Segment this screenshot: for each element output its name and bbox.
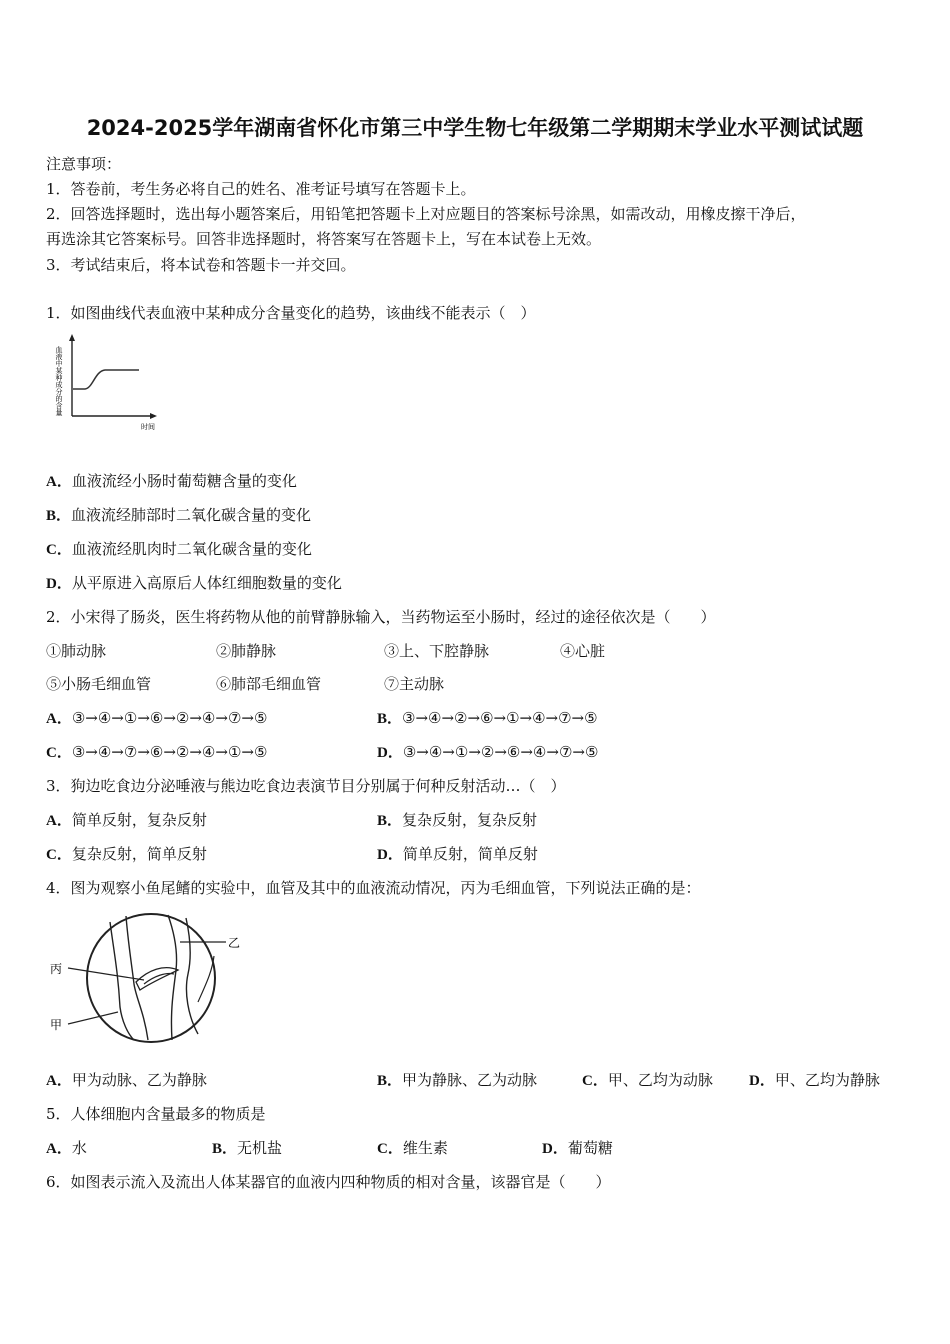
option-text: ③→④→⑦→⑥→②→④→①→⑤	[71, 743, 268, 761]
q4-option-c	[582, 1069, 713, 1090]
q4-option-d	[749, 1069, 880, 1090]
option-letter: B．	[377, 711, 403, 727]
q4-label-yi: 乙	[228, 936, 241, 950]
option-text: 葡萄糖	[567, 1139, 613, 1157]
q2-item: ②肺静脉	[216, 642, 277, 660]
q1-y-label: 血液中某种成分的含量	[55, 346, 63, 416]
q1-x-label: 时间	[141, 423, 155, 431]
option-text: 甲为静脉、乙为动脉	[402, 1071, 538, 1089]
notice-heading: 注意事项：	[46, 155, 122, 173]
q2-item: ⑥肺部毛细血管	[216, 675, 322, 693]
notice-item: 再选涂其它答案标号。回答非选择题时，将答案写在答题卡上，写在本试卷上无效。	[46, 230, 602, 248]
question-4-stem: 4．图为观察小鱼尾鳍的实验中，血管及其中的血液流动情况，丙为毛细血管，下列说法正确的是：	[46, 879, 701, 897]
q1-x-arrow	[150, 413, 157, 419]
q4-capillary	[136, 968, 178, 990]
q4-label-jia: 甲	[50, 1018, 63, 1032]
q5-option-c	[377, 1137, 448, 1158]
option-text: 血液流经小肠时葡萄糖含量的变化	[71, 472, 297, 490]
option-text: ③→④→①→②→⑥→④→⑦→⑤	[402, 743, 599, 761]
q1-option-a	[46, 470, 297, 491]
option-text: ③→④→②→⑥→①→④→⑦→⑤	[402, 709, 598, 727]
option-text: 复杂反射，简单反射	[71, 845, 207, 863]
option-letter: B．	[46, 508, 72, 524]
q1-option-b	[46, 504, 311, 525]
option-letter: B．	[212, 1141, 238, 1157]
q1-option-d	[46, 572, 342, 593]
option-text: 血液流经肌肉时二氧化碳含量的变化	[71, 540, 312, 558]
option-text: 甲、乙均为动脉	[607, 1071, 713, 1089]
q2-item: ①肺动脉	[46, 642, 107, 660]
q1-curve-figure	[55, 334, 170, 434]
option-letter: C．	[582, 1073, 608, 1089]
page-title: 2024-2025学年湖南省怀化市第三中学生物七年级第二学期期末学业水平测试试题	[86, 116, 864, 140]
q1-option-c	[46, 538, 312, 559]
option-letter: C．	[46, 542, 72, 558]
q4-option-a	[46, 1069, 207, 1090]
q4-vessel	[186, 918, 198, 1034]
question-5-stem: 5．人体细胞内含量最多的物质是	[46, 1105, 266, 1123]
q4-vessel	[198, 956, 214, 1002]
option-letter: C．	[377, 1141, 403, 1157]
option-letter: A．	[46, 1141, 72, 1157]
option-letter: B．	[377, 1073, 403, 1089]
q4-fish-fin-figure	[48, 912, 248, 1052]
q4-leader-jia	[68, 1012, 118, 1024]
option-text: 复杂反射，复杂反射	[402, 811, 538, 829]
notice-item: 3．考试结束后，将本试卷和答题卡一并交回。	[46, 256, 356, 274]
q4-label-bing: 丙	[50, 962, 63, 976]
q2-item: ④心脏	[560, 642, 606, 660]
q5-option-a	[46, 1137, 87, 1158]
q4-vessel	[110, 922, 134, 1040]
q3-option-d	[377, 843, 538, 864]
notice-item: 1．答卷前，考生务必将自己的姓名、准考证号填写在答题卡上。	[46, 180, 476, 198]
q5-option-d	[542, 1137, 613, 1158]
q2-option-d	[377, 741, 598, 762]
notice-item: 2．回答选择题时，选出每小题答案后，用铅笔把答题卡上对应题目的答案标号涂黑，如需改动，用橡皮擦干净后，	[46, 205, 806, 223]
option-text: 从平原进入高原后人体红细胞数量的变化	[71, 574, 342, 592]
q2-item: ⑦主动脉	[384, 675, 445, 693]
question-3-stem: 3．狗边吃食边分泌唾液与熊边吃食边表演节目分别属于何种反射活动…（ ）	[46, 777, 566, 795]
q2-item: ③上、下腔静脉	[384, 642, 490, 660]
q1-curve	[73, 370, 139, 389]
q4-vessel	[168, 915, 177, 1040]
option-letter: A．	[46, 711, 72, 727]
q5-option-b	[212, 1137, 282, 1158]
option-text: 简单反射，复杂反射	[71, 811, 207, 829]
option-text: 维生素	[402, 1139, 448, 1157]
option-letter: D．	[542, 1141, 568, 1157]
option-text: 血液流经肺部时二氧化碳含量的变化	[71, 506, 312, 524]
option-text: ③→④→①→⑥→②→④→⑦→⑤	[71, 709, 268, 727]
option-letter: B．	[377, 813, 403, 829]
option-letter: C．	[46, 745, 72, 761]
q2-option-c	[46, 741, 267, 762]
option-letter: A．	[46, 813, 72, 829]
q3-option-b	[377, 809, 537, 830]
q4-view-circle	[87, 914, 215, 1042]
option-text: 水	[71, 1139, 87, 1157]
option-letter: D．	[749, 1073, 775, 1089]
option-letter: D．	[377, 745, 403, 761]
q1-y-arrow	[69, 334, 75, 341]
q2-option-b	[377, 707, 598, 728]
option-letter: C．	[46, 847, 72, 863]
option-letter: D．	[46, 576, 72, 592]
option-text: 甲、乙均为静脉	[774, 1071, 880, 1089]
q2-option-a	[46, 707, 267, 728]
option-letter: D．	[377, 847, 403, 863]
option-letter: A．	[46, 474, 72, 490]
q2-item: ⑤小肠毛细血管	[46, 675, 152, 693]
q4-option-b	[377, 1069, 537, 1090]
option-text: 甲为动脉、乙为静脉	[71, 1071, 207, 1089]
q3-option-c	[46, 843, 207, 864]
option-text: 简单反射，简单反射	[402, 845, 538, 863]
option-letter: A．	[46, 1073, 72, 1089]
question-2-stem: 2．小宋得了肠炎，医生将药物从他的前臂静脉输入，当药物运至小肠时，经过的途径依次是（ ）	[46, 608, 716, 626]
q3-option-a	[46, 809, 207, 830]
option-text: 无机盐	[237, 1139, 283, 1157]
question-6-stem: 6．如图表示流入及流出人体某器官的血液内四种物质的相对含量，该器官是（ ）	[46, 1173, 611, 1191]
question-1-stem: 1．如图曲线代表血液中某种成分含量变化的趋势，该曲线不能表示（ ）	[46, 304, 536, 322]
